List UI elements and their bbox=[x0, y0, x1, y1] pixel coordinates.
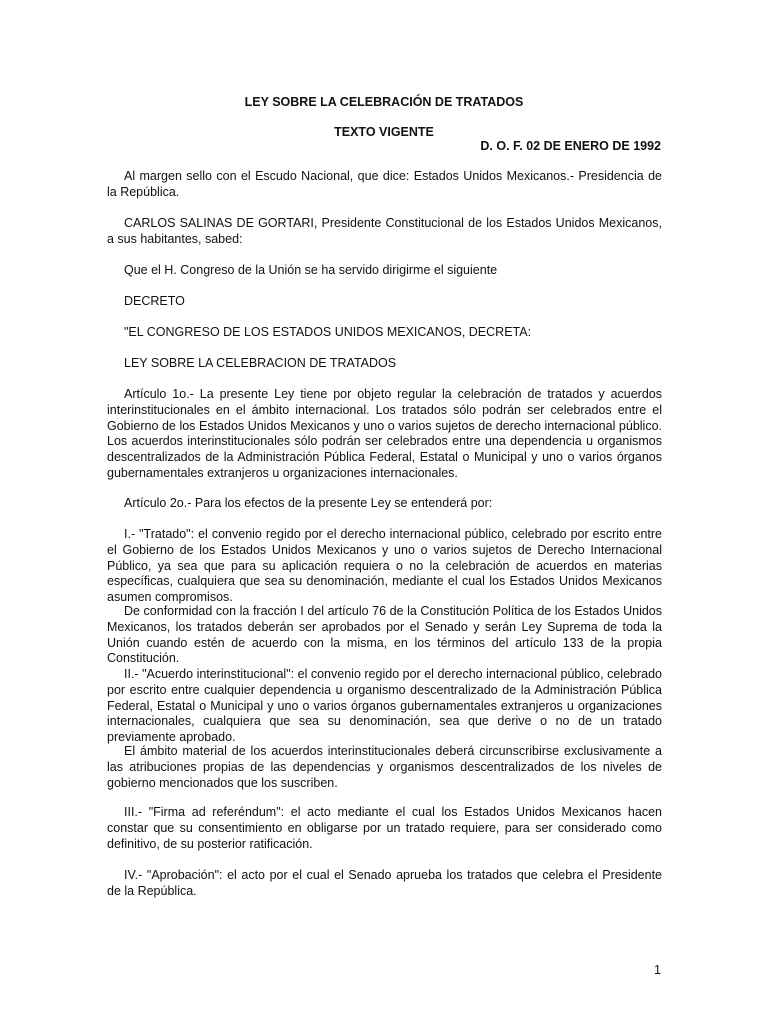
publication-date: D. O. F. 02 DE ENERO DE 1992 bbox=[480, 139, 661, 153]
paragraph-congress: Que el H. Congreso de la Unión se ha servido dirigirme el siguiente bbox=[124, 263, 498, 277]
paragraph-fraction-4: IV.- "Aprobación": el acto por el cual el Senado aprueba los tratados que celebra el Presidente de la República. bbox=[107, 868, 662, 898]
paragraph-scope: El ámbito material de los acuerdos interinstitucionales deberá circunscribirse exclusivamente a las atribuciones propias de las dependencias y organismos descentralizados de los niveles de gobierno mencionados que los suscriben. bbox=[107, 744, 662, 790]
paragraph-president: CARLOS SALINAS DE GORTARI, Presidente Constitucional de los Estados Unidos Mexicanos, a sus habitantes, sabed: bbox=[107, 216, 662, 246]
page-number: 1 bbox=[654, 963, 661, 977]
paragraph-law-title: LEY SOBRE LA CELEBRACION DE TRATADOS bbox=[124, 356, 397, 370]
paragraph-fraction-1: I.- "Tratado": el convenio regido por el derecho internacional público, celebrado por escrito entre el Gobierno de los Estados Unidos Mexicanos y uno o varios sujetos de Derecho Internacional Público, ya sea que para su aplicación requiera o no la celebración de acuerdos en materias específicas, cualquiera que sea su denominación, mediante el cual los Estados Unidos Mexicanos asumen compromisos. bbox=[107, 527, 662, 605]
document-title: LEY SOBRE LA CELEBRACIÓN DE TRATADOS bbox=[244, 95, 524, 109]
paragraph-decreto: DECRETO bbox=[124, 294, 185, 308]
paragraph-article-1: Artículo 1o.- La presente Ley tiene por objeto regular la celebración de tratados y acuerdos interinstitucionales en el ámbito internacional. Los tratados sólo podrán ser celebrados entre el Gobierno de los Estados Unidos Mexicanos y uno o varios sujetos de derecho internacional público. Los acuerdos interinstitucionales sólo podrán ser celebrados entre una dependencia u organismos descentralizados de la Administración Pública Federal, Estatal o Municipal y uno o varios órganos gubernamentales extranjeros u organizaciones internacionales. bbox=[107, 387, 662, 480]
paragraph-article-2: Artículo 2o.- Para los efectos de la presente Ley se entenderá por: bbox=[124, 496, 493, 510]
paragraph-fraction-2: II.- "Acuerdo interinstitucional": el convenio regido por el derecho internacional público, celebrado por escrito entre cualquier dependencia u organismo descentralizado de la Administración Pública Federal, Estatal o Municipal y uno o varios órganos gubernamentales extranjeros u organizaciones internacionales, cualquiera que sea su denominación, sea que derive o no de un tratado previamente aprobado. bbox=[107, 667, 662, 745]
document-subtitle: TEXTO VIGENTE bbox=[334, 125, 434, 139]
paragraph-margin-seal: Al margen sello con el Escudo Nacional, que dice: Estados Unidos Mexicanos.- Presidencia de la República. bbox=[107, 169, 662, 199]
paragraph-decreta: "EL CONGRESO DE LOS ESTADOS UNIDOS MEXICANOS, DECRETA: bbox=[124, 325, 532, 339]
paragraph-fraction-3: III.- "Firma ad referéndum": el acto mediante el cual los Estados Unidos Mexicanos hacen constar que su consentimiento en obligarse por un tratado requiere, para ser considerado como definitivo, de su posterior ratificación. bbox=[107, 805, 662, 851]
paragraph-conformity: De conformidad con la fracción I del artículo 76 de la Constitución Política de los Estados Unidos Mexicanos, los tratados deberán ser aprobados por el Senado y serán Ley Suprema de toda la Unión cuando estén de acuerdo con la misma, en los términos del artículo 133 de la propia Constitución. bbox=[107, 604, 662, 666]
